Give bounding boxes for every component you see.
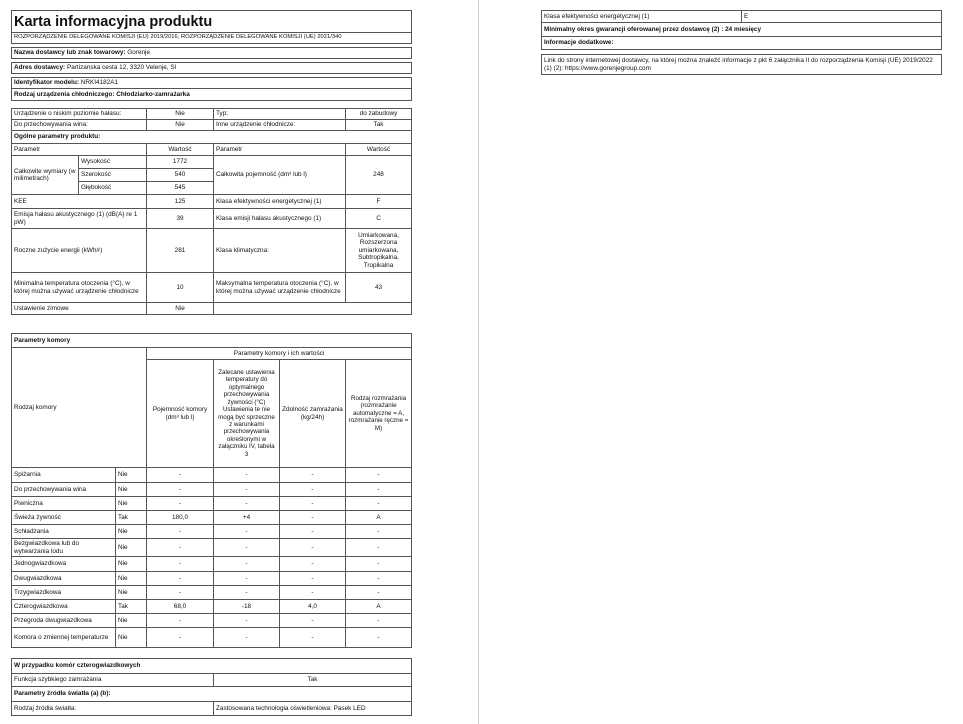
compartment-defrost: - <box>346 483 412 497</box>
max-temp-value: 43 <box>346 273 412 303</box>
compartment-group-header: Parametry komory i ich wartości <box>147 348 412 360</box>
compartment-name: Dwugwiazdkowa <box>12 572 116 586</box>
four-star-table <box>11 658 412 716</box>
compartment-row <box>12 628 412 648</box>
light-tech-value: Pasek LED <box>333 704 366 712</box>
compartment-name: Czterogwiazdkowa <box>12 600 116 614</box>
max-temp-label: Maksymalna temperatura otoczenia (°C), w której można używać urządzenie chłodnicze <box>214 273 346 303</box>
supplier-row <box>12 48 412 59</box>
compartment-row <box>12 525 412 539</box>
other-appliance-value: Tak <box>346 120 412 131</box>
other-appliance-label: Inne urządzenie chłodnicze: <box>214 120 346 131</box>
page-2 <box>479 0 963 724</box>
height-value: 1772 <box>147 156 214 169</box>
address-value: Partizanska cesta 12, 3320 Velenje, SI <box>66 64 177 72</box>
p2-energy-class-value: E <box>742 11 942 23</box>
compartment-volume: 68,0 <box>147 600 214 614</box>
address-label: Adres dostawcy: <box>14 64 66 72</box>
supplier-url-link[interactable]: https://www.gorenjegroup.com <box>564 64 651 72</box>
compartment-name: Bezgwiazdkowa lub do wytwarzania lodu <box>12 539 116 557</box>
vol-header: Pojemność komory (dm³ lub l) <box>147 360 214 468</box>
compartment-row <box>12 600 412 614</box>
compartment-temp: - <box>214 483 280 497</box>
compartment-temp: - <box>214 539 280 557</box>
compartment-freeze: - <box>280 557 346 572</box>
compartment-name: Trzygwiazdkowa <box>12 586 116 600</box>
width-label: Szerokość <box>79 169 147 182</box>
wine-value: Nie <box>147 120 214 131</box>
compartment-name: Do przechowywania wina <box>12 483 116 497</box>
page2-table <box>541 10 942 75</box>
warranty-row <box>542 23 942 37</box>
regulation-text: ROZPORZĄDZENIE DELEGOWANE KOMISJI (EU) 2019/2016, ROZPORZĄDZENIE DELEGOWANE KOMISJI (UE) 2021/340 <box>12 33 412 44</box>
compartment-volume: - <box>147 468 214 483</box>
depth-label: Głębokość <box>79 182 147 195</box>
compartment-present: Nie <box>116 497 147 511</box>
compartment-freeze: - <box>280 572 346 586</box>
climate-label: Klasa klimatyczna: <box>214 229 346 273</box>
compartment-freeze: - <box>280 539 346 557</box>
compartment-row <box>12 497 412 511</box>
annual-energy-label: Roczne zużycie energii (kWh/r) <box>12 229 147 273</box>
model-value: NRKI4182A1 <box>80 79 119 87</box>
volume-label: Całkowita pojemność (dm³ lub l) <box>214 156 346 195</box>
compartment-volume: 180,0 <box>147 511 214 525</box>
light-tech-row <box>214 702 412 716</box>
compartment-present: Nie <box>116 572 147 586</box>
general-heading: Ogólne parametry produktu: <box>12 131 412 144</box>
noise-class-value: C <box>346 209 412 229</box>
compartment-freeze: - <box>280 586 346 600</box>
compartment-present: Nie <box>116 468 147 483</box>
header-table <box>11 10 412 101</box>
compartment-type-header: Rodzaj komory <box>12 348 147 468</box>
compartment-defrost: A <box>346 600 412 614</box>
additional-heading: Informacje dodatkowe: <box>542 37 942 50</box>
compartment-freeze: - <box>280 525 346 539</box>
additional-text: Link do strony internetowej dostawcy, na której można znaleźć informacje z pkt 6 załącznika II do rozporządzenia Komisji (UE) 2019/2022 (1) (2): <box>544 57 933 72</box>
p2-energy-class-label: Klasa efektywności energetycznej (1) <box>542 11 742 23</box>
compartment-volume: - <box>147 525 214 539</box>
compartment-present: Tak <box>116 600 147 614</box>
energy-class-label: Klasa efektywności energetycznej (1) <box>214 195 346 209</box>
width-value: 540 <box>147 169 214 182</box>
compartment-temp: - <box>214 497 280 511</box>
additional-info <box>542 55 942 75</box>
compartment-row <box>12 468 412 483</box>
compartment-row <box>12 572 412 586</box>
light-tech-label: Zastosowana technologia oświetleniowa: <box>216 704 332 712</box>
compartment-row <box>12 511 412 525</box>
compartment-temp: - <box>214 525 280 539</box>
compartment-defrost: - <box>346 525 412 539</box>
compartment-present: Nie <box>116 557 147 572</box>
noise-label: Emisja hałasu akustycznego (1) (dB(A) re 1 pW) <box>12 209 147 229</box>
compartment-freeze: - <box>280 614 346 628</box>
compartment-defrost: - <box>346 572 412 586</box>
type-label: Typ: <box>214 109 346 120</box>
compartment-row <box>12 586 412 600</box>
compartment-temp: - <box>214 614 280 628</box>
compartment-freeze: - <box>280 468 346 483</box>
compartment-temp: - <box>214 557 280 572</box>
supplier-label: Nazwa dostawcy lub znak towarowy: <box>14 49 126 57</box>
compartment-defrost: - <box>346 539 412 557</box>
low-noise-value: Nie <box>147 109 214 120</box>
compartment-name: Komora o zmiennej temperaturze <box>12 628 116 648</box>
compartment-freeze: - <box>280 483 346 497</box>
compartment-present: Nie <box>116 614 147 628</box>
eei-label: KEE <box>12 195 147 209</box>
compartments-table <box>11 333 412 648</box>
compartment-temp: - <box>214 572 280 586</box>
type-value: do zabudowy <box>346 109 412 120</box>
eei-value: 125 <box>147 195 214 209</box>
compartment-temp: - <box>214 628 280 648</box>
appliance-type-row <box>12 89 412 101</box>
compartment-present: Nie <box>116 525 147 539</box>
appliance-type-label: Rodzaj urządzenia chłodniczego: <box>14 90 115 98</box>
compartment-temp: +4 <box>214 511 280 525</box>
light-source-label: Rodzaj źródła światła: <box>12 702 214 716</box>
energy-class-value: F <box>346 195 412 209</box>
wine-label: Do przechowywania wina: <box>12 120 147 131</box>
compartment-row <box>12 483 412 497</box>
compartment-present: Tak <box>116 511 147 525</box>
model-row <box>12 78 412 89</box>
page-1 <box>0 0 479 724</box>
compartment-temp: - <box>214 586 280 600</box>
compartment-freeze: - <box>280 497 346 511</box>
appliance-type-value: Chłodziarko-zamrażarka <box>116 90 190 98</box>
temp-header: Zalecane ustawienia temperatury do optymalnego przechowywania żywności (°C) Ustawienia te nie mogą być sprzeczne z warunkami przechowywania określonymi w załączniku IV, tabela 3 <box>214 360 280 468</box>
model-label: Identyfikator modelu: <box>14 79 79 87</box>
col-value-2: Wartość <box>346 144 412 156</box>
winter-value: Nie <box>147 303 214 315</box>
compartment-defrost: - <box>346 614 412 628</box>
four-star-heading: W przypadku komór czterogwiazdkowych <box>12 659 412 674</box>
col-param-1: Parametr <box>12 144 147 156</box>
sheet-title: Karta informacyjna produktu <box>12 11 412 33</box>
compartment-volume: - <box>147 586 214 600</box>
supplier-value: Gorenje <box>127 49 151 57</box>
light-heading: Parametry źródła światła (a) (b): <box>12 687 412 702</box>
min-temp-label: Minimalna temperatura otoczenia (°C), w której można używać urządzenie chłodnicze <box>12 273 147 303</box>
warranty-value: 24 miesięcy <box>725 25 762 33</box>
compartment-name: Spiżarnia <box>12 468 116 483</box>
compartment-temp: -18 <box>214 600 280 614</box>
compartment-defrost: - <box>346 628 412 648</box>
address-row <box>12 63 412 74</box>
general-table <box>11 108 412 315</box>
compartment-name: Przegroda dwugwiazdkowa <box>12 614 116 628</box>
noise-class-label: Klasa emisji hałasu akustycznego (1) <box>214 209 346 229</box>
compartments-heading: Parametry komory <box>12 334 412 348</box>
depth-value: 545 <box>147 182 214 195</box>
compartment-name: Schładzania <box>12 525 116 539</box>
compartment-freeze: 4,0 <box>280 600 346 614</box>
compartment-freeze: - <box>280 511 346 525</box>
low-noise-label: Urządzenie o niskim poziomie hałasu: <box>12 109 147 120</box>
compartment-volume: - <box>147 483 214 497</box>
height-label: Wysokość <box>79 156 147 169</box>
compartment-present: Nie <box>116 628 147 648</box>
compartment-volume: - <box>147 539 214 557</box>
warranty-label: Minimalny okres gwarancji oferowanej przez dostawcę (2) : <box>544 25 724 33</box>
compartment-name: Jednogwiazdkowa <box>12 557 116 572</box>
compartment-defrost: - <box>346 586 412 600</box>
compartment-row <box>12 614 412 628</box>
volume-value: 248 <box>346 156 412 195</box>
dims-label: Całkowite wymiary (w milimetrach) <box>12 156 79 195</box>
freeze-header: Zdolność zamrażania (kg/24h) <box>280 360 346 468</box>
fast-freeze-label: Funkcja szybkiego zamrażania <box>12 674 214 687</box>
compartment-row <box>12 557 412 572</box>
col-value-1: Wartość <box>147 144 214 156</box>
compartment-defrost: - <box>346 497 412 511</box>
compartment-volume: - <box>147 628 214 648</box>
compartment-defrost: - <box>346 468 412 483</box>
compartment-name: Świeża żywność <box>12 511 116 525</box>
winter-label: Ustawienie zimowe <box>12 303 147 315</box>
compartment-defrost: A <box>346 511 412 525</box>
compartment-present: Nie <box>116 586 147 600</box>
compartment-row <box>12 539 412 557</box>
defrost-header: Rodzaj rozmrażania (rozmrażanie automatyczne = A, rozmrażanie ręczne = M) <box>346 360 412 468</box>
compartment-freeze: - <box>280 628 346 648</box>
compartment-defrost: - <box>346 557 412 572</box>
compartment-present: Nie <box>116 539 147 557</box>
min-temp-value: 10 <box>147 273 214 303</box>
fast-freeze-value: Tak <box>214 674 412 687</box>
compartment-volume: - <box>147 614 214 628</box>
compartment-temp: - <box>214 468 280 483</box>
noise-value: 39 <box>147 209 214 229</box>
col-param-2: Parametr <box>214 144 346 156</box>
annual-energy-value: 281 <box>147 229 214 273</box>
compartment-name: Piwniczna <box>12 497 116 511</box>
compartment-volume: - <box>147 497 214 511</box>
compartment-present: Nie <box>116 483 147 497</box>
compartment-volume: - <box>147 557 214 572</box>
climate-value: Umiarkowana, Rozszerzona umiarkowana, Subtropikalna, Tropikalna <box>346 229 412 273</box>
compartment-volume: - <box>147 572 214 586</box>
